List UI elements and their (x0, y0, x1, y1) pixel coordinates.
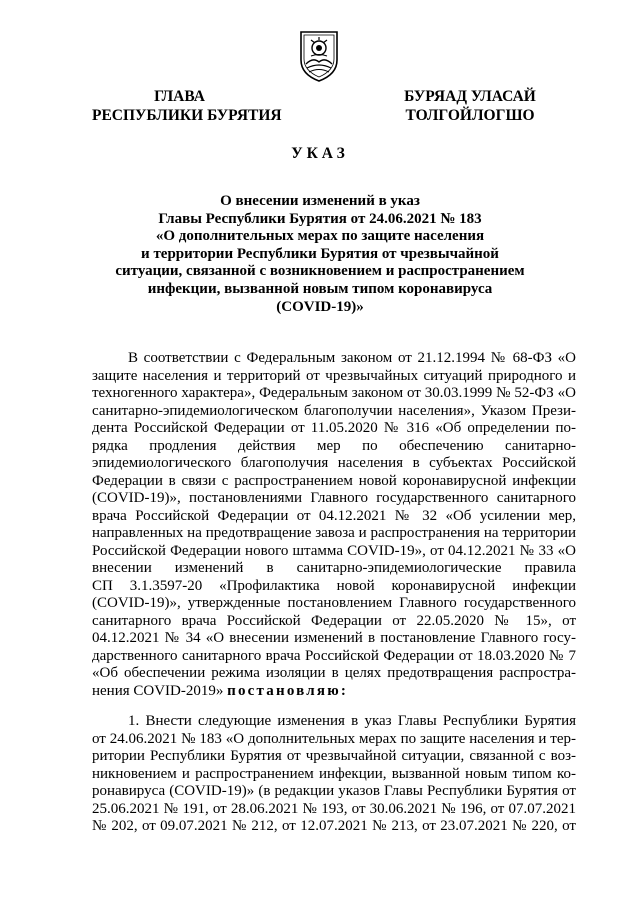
text-line (92, 683, 576, 701)
text-line: от 24.06.2021 № 183 «О дополнительных мерах по защите населения и тер- (92, 730, 576, 747)
text-line: защите населения и территорий от чрезвычайных ситуаций природного и (92, 367, 576, 384)
text-line: внесении изменений в санитарно-эпидемиологические правила (92, 560, 576, 576)
title-line: «О дополнительных мерах по защите населения (155, 228, 485, 245)
text-fragment: нения COVID-2019» (92, 682, 224, 699)
text-line: направленных на предотвращение завоза и распространения на территории (92, 525, 576, 541)
text-line: дента Российской Федерации от 11.05.2020 № 316 «Об определении по- (92, 420, 576, 436)
text-line: эпидемиологического благополучия населения в субъектах Российской (92, 455, 576, 471)
title-line: Главы Республики Бурятия от 24.06.2021 № 183 (158, 210, 482, 227)
decree-word: постановляю: (227, 682, 349, 699)
text-line: врача Российской Федерации от 04.12.2021 № 32 «Об усилении мер, (92, 507, 576, 524)
title-line: инфекции, вызванной новым типом коронавируса (147, 280, 493, 297)
text-line: (COVID-19)», постановлениями Главного государственного санитарного (92, 490, 576, 506)
issuer-header-bua (375, 87, 565, 125)
title-line: (COVID-19)» (276, 298, 364, 315)
text-line: 1. Внести следующие изменения в указ Главы Республики Бурятия (128, 713, 576, 729)
text-line: 04.12.2021 № 34 «О внесении изменений в постановление Главного госу- (92, 630, 576, 646)
issuer-line: ГЛАВА (154, 88, 205, 105)
document-title (110, 193, 530, 316)
text-line: ритории Республики Бурятия от чрезвычайной ситуации, связанной с воз- (92, 748, 576, 764)
text-line: Российской Федерации нового штамма COVID-19», от 04.12.2021 № 33 «О (92, 542, 576, 559)
title-line: О внесении изменений в указ (220, 193, 420, 209)
text-line: 25.06.2021 № 191, от 28.06.2021 № 193, от 30.06.2021 № 196, от 07.07.2021 (92, 800, 576, 817)
item-1-paragraph (92, 713, 576, 836)
text-line: СП 3.1.3597-20 «Профилактика новой коронавирусной инфекции (92, 577, 576, 594)
text-line: ронавируса (COVID-19)» (в редакции указов Главы Республики Бурятия от (92, 783, 576, 799)
text-line: никновением и распространением инфекции, вызванной новым типом ко- (92, 765, 576, 782)
issuer-line: ТОЛГОЙЛОГШО (405, 107, 535, 124)
text-line: санитарно-эпидемиологическом благополучии населения», Указом Прези- (92, 402, 576, 419)
text-line: дарственного санитарного врача Российской Федерации от 18.03.2020 № 7 (92, 647, 576, 664)
issuer-line: РЕСПУБЛИКИ БУРЯТИЯ (92, 107, 282, 124)
issuer-header-ru (92, 87, 282, 125)
text-line: В соответствии с Федеральным законом от 21.12.1994 № 68-ФЗ «О (128, 350, 576, 366)
text-line: «Об обеспечении режима изоляции в целях предотвращения распростра- (92, 665, 576, 681)
document-type: УКАЗ (291, 145, 349, 162)
title-line: ситуации, связанной с возникновением и распространением (115, 263, 525, 280)
text-line: Федерации в связи с распространением новой коронавирусной инфекции (92, 472, 576, 489)
text-line: рядка продления действия мер по обеспечению санитарно- (92, 437, 576, 454)
text-line: № 202, от 09.07.2021 № 212, от 12.07.2021 № 213, от 23.07.2021 № 220, от (92, 818, 576, 834)
preamble-paragraph (92, 350, 576, 700)
coat-of-arms-icon (297, 26, 341, 82)
text-line: (COVID-19)», утвержденные постановлением Главного государственного (92, 595, 576, 611)
text-line: техногенного характера», Федеральным законом от 30.03.1999 № 52-ФЗ «О (92, 385, 576, 401)
text-line: санитарного врача Российской Федерации от 22.05.2020 № 15», от (92, 612, 576, 629)
title-line: и территории Республики Бурятия от чрезвычайной (141, 245, 499, 262)
issuer-line: БУРЯАД УЛАСАЙ (404, 88, 536, 105)
